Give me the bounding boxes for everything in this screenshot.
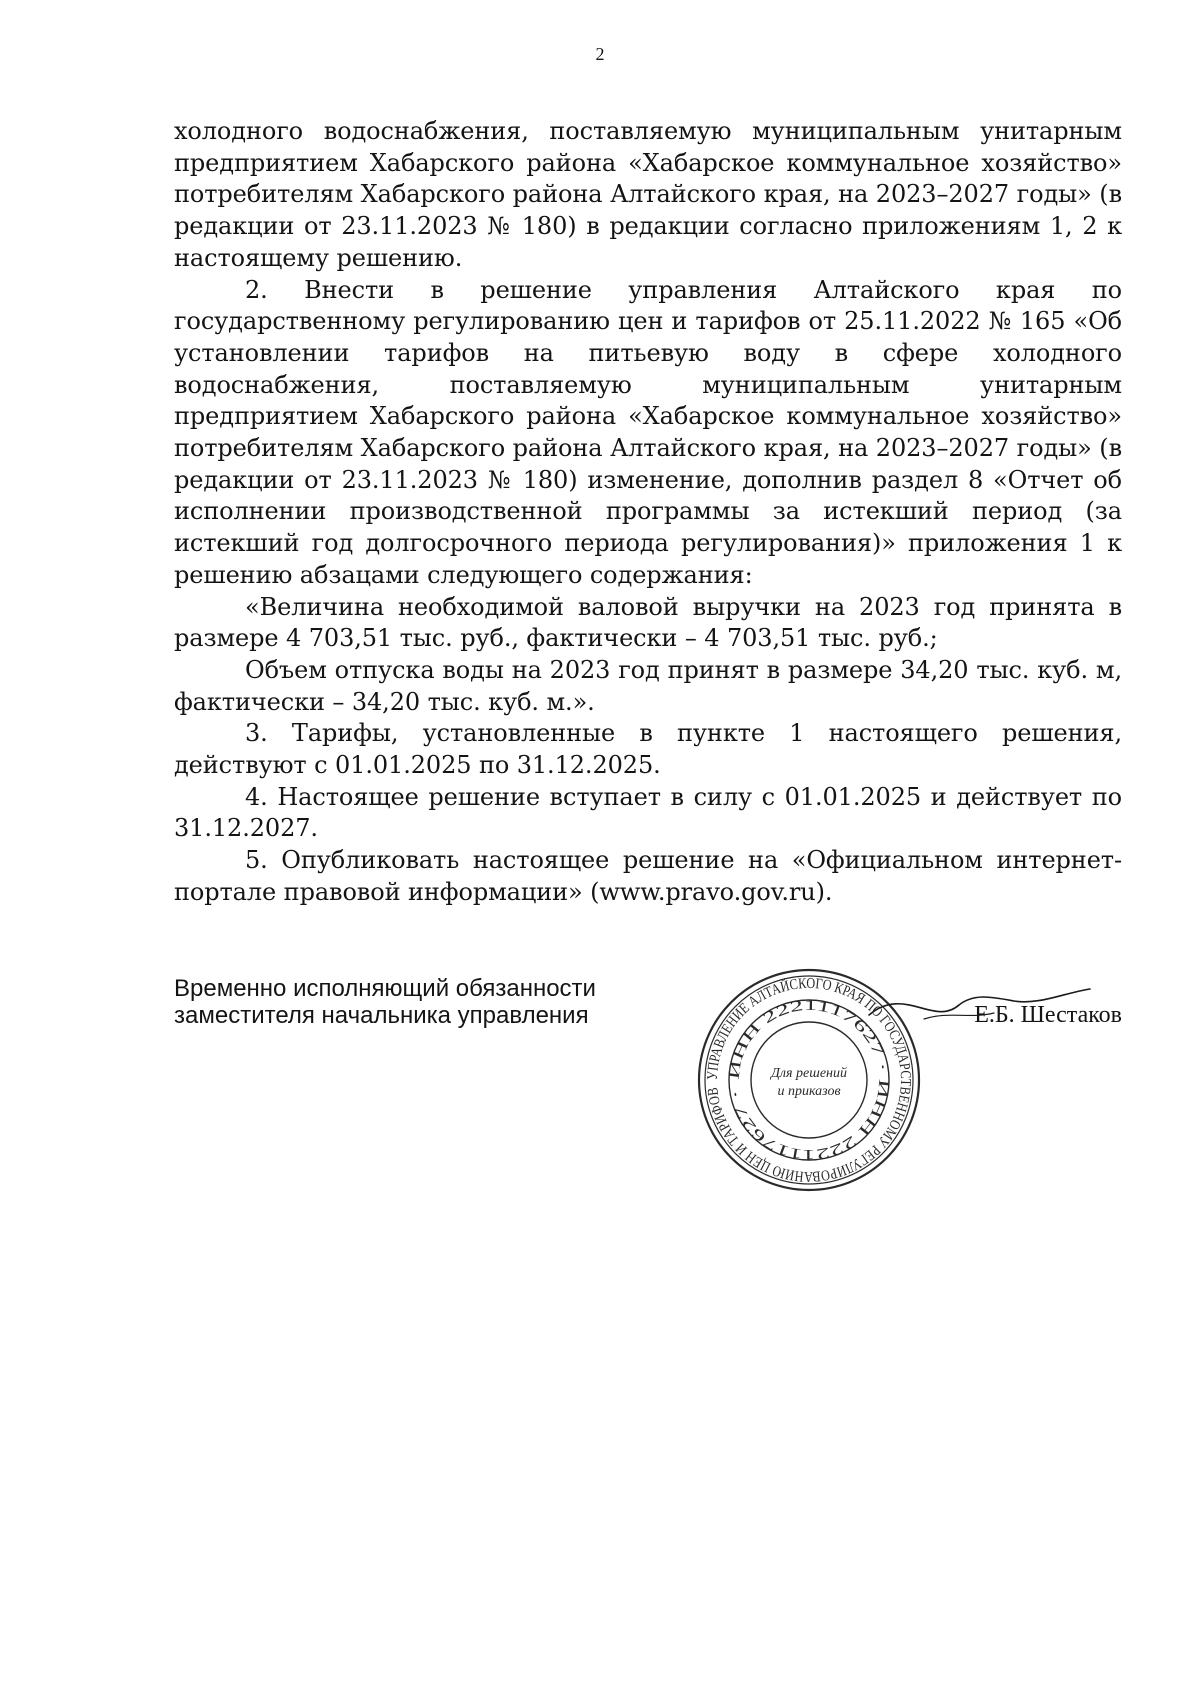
document-body [174, 116, 1122, 909]
seal-center-line1: Для решений [771, 1066, 847, 1081]
signature-block [174, 975, 1122, 1235]
paragraph-item-2: 2. Внести в решение управления Алтайского края по государственному регулированию цен и тарифов от 25.11.2022 № 165 «Об установлении тарифов на питьевую воду в сфере холодного водоснабжения, поставляемую муниципальным унитарным предприятием Хабарского района «Хабарское коммунальное хозяйство» потребителям Хабарского района Алтайского края, на 2023–2027 годы» (в редакции от 23.11.2023 № 180) изменение, дополнив раздел 8 «Отчет об исполнении производственной программы за истекший период (за истекший год долгосрочного периода регулирования)» приложения 1 к решению абзацами следующего содержания: [174, 275, 1122, 589]
page-number: 2 [595, 44, 605, 64]
signatory-position [174, 975, 674, 1029]
paragraph-item-3: 3. Тарифы, установленные в пункте 1 настоящего решения, действуют с 01.01.2025 по 31.12.2025. [174, 719, 1122, 780]
seal-inner-text: ИНН 2221117627 · ИНН 2221117627 · [726, 997, 892, 1163]
paragraph-continuation: холодного водоснабжения, поставляемую муниципальным унитарным предприятием Хабарского района «Хабарское коммунальное хозяйство» потребителям Хабарского района Алтайского края, на 2023–2027 годы» (в редакции от 23.11.2023 № 180) в редакции согласно приложениям 1, 2 к настоящему решению. [174, 117, 1122, 272]
signatory-position-line2: заместителя начальника управления [174, 1002, 589, 1029]
signatory-name: Е.Б. Шестаков [974, 1002, 1122, 1028]
seal-center-line2: и приказов [777, 1084, 841, 1099]
paragraph-quote-revenue: «Величина необходимой валовой выручки на 2023 год принята в размере 4 703,51 тыс. руб., фактически – 4 703,51 тыс. руб.; [174, 592, 1122, 653]
signatory-position-line1: Временно исполняющий обязанности [174, 975, 596, 1002]
paragraph-item-5: 5. Опубликовать настоящее решение на «Официальном интернет-портале правовой информации» (www.pravo.gov.ru). [174, 846, 1122, 906]
paragraph-item-4: 4. Настоящее решение вступает в силу с 01.01.2025 и действует по 31.12.2027. [174, 782, 1122, 843]
seal-outer-text: УПРАВЛЕНИЕ АЛТАЙСКОГО КРАЯ ПО ГОСУДАРСТВЕННОМУ РЕГУЛИРОВАНИЮ ЦЕН И ТАРИФОВ [704, 975, 914, 1185]
paragraph-quote-volume: Объем отпуска воды на 2023 год принят в размере 34,20 тыс. куб. м, фактически – 34,20 тыс. куб. м.». [174, 655, 1122, 716]
